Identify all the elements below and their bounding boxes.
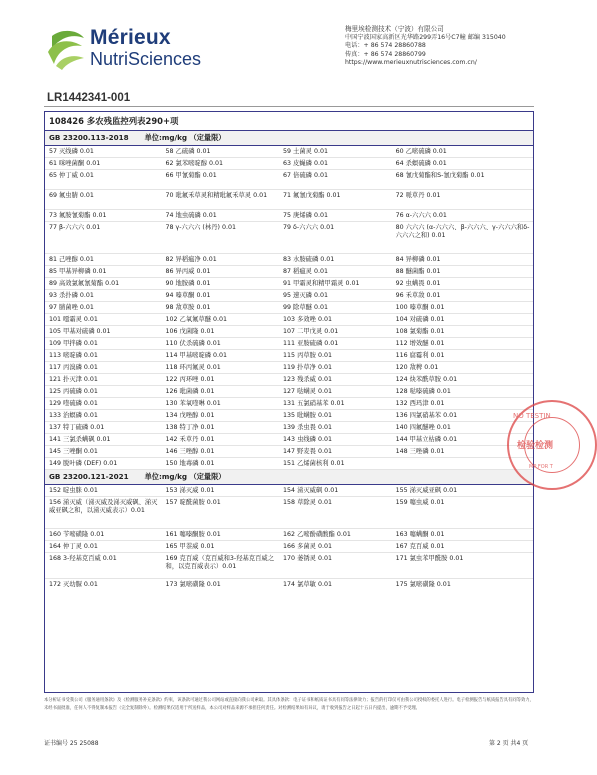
table-row <box>45 146 533 158</box>
table-cell: 60 乙嘧硫磷 0.01 <box>395 148 447 155</box>
table-cell: 85 甲基异柳磷 0.01 <box>49 268 107 275</box>
table-cell: 120 敌稗 0.01 <box>395 364 439 371</box>
table-cell: 131 五氯硝基苯 0.01 <box>283 400 345 407</box>
table-row <box>45 446 533 458</box>
table-cell: 148 三唑磷 0.01 <box>395 448 445 455</box>
table-cell: 59 土菌灵 0.01 <box>283 148 328 155</box>
table-cell: 70 吡氟禾草灵和精吡氟禾草灵 0.01 <box>165 192 268 199</box>
report-number: LR1442341-001 <box>47 92 131 104</box>
table-cell: 62 氯苯嘧啶醇 0.01 <box>165 160 224 167</box>
table-cell: 106 戊菌隆 0.01 <box>165 328 215 335</box>
table-cell: 96 禾草敌 0.01 <box>395 292 441 299</box>
table-cell: 171 氯虫苯甲酰胺 0.01 <box>395 555 464 562</box>
table-row <box>45 266 533 278</box>
table-cell: 141 三氯杀螨砜 0.01 <box>49 436 111 443</box>
table-cell: 140 四氟醚唑 0.01 <box>395 424 451 431</box>
table-cell: 81 己唑醇 0.01 <box>49 256 94 263</box>
table-cell: 149 脱叶磷 (DEF) 0.01 <box>49 460 118 467</box>
table-cell: 127 哒螨灵 0.01 <box>283 388 332 395</box>
table-cell: 145 三唑酮 0.01 <box>49 448 98 455</box>
table-cell: 160 苄嘧磺隆 0.01 <box>49 531 105 538</box>
section-unit: 单位:mg/kg （定量限） <box>144 472 226 481</box>
table-row <box>45 158 533 170</box>
seal-bottom-text: MP FOR T <box>529 464 553 470</box>
table-row <box>45 338 533 350</box>
table-cell: 102 乙氧氟草醚 0.01 <box>165 316 228 323</box>
table-row <box>45 529 533 541</box>
table-cell: 95 速灭磷 0.01 <box>283 292 328 299</box>
table-row <box>45 170 533 190</box>
section-header <box>45 470 533 485</box>
table-cell: 136 四氯硝基苯 0.01 <box>395 412 458 419</box>
table-cell: 103 多效唑 0.01 <box>283 316 332 323</box>
table-cell: 161 噻嗪酮胺 0.01 <box>165 531 221 538</box>
table-cell: 74 地虫硫磷 0.01 <box>165 212 217 219</box>
table-row <box>45 326 533 338</box>
table-cell: 92 虫螨畏 0.01 <box>395 280 441 287</box>
table-cell: 134 戊唑醇 0.01 <box>165 412 215 419</box>
pesticide-table <box>44 111 534 693</box>
table-cell: 125 丙硫磷 0.01 <box>49 388 98 395</box>
table-cell: 153 涕灭威 0.01 <box>165 487 215 494</box>
company-name: 梅里埃检测技术（宁波）有限公司 <box>345 25 444 33</box>
table-cell: 119 扑草净 0.01 <box>283 364 332 371</box>
official-seal-stamp <box>507 400 597 490</box>
table-cell: 124 炔苯酰草胺 0.01 <box>395 376 458 383</box>
table-cell: 123 残杀威 0.01 <box>283 376 332 383</box>
table-cell: 147 野麦畏 0.01 <box>283 448 332 455</box>
table-cell: 156 涕灭威（涕灭威及涕灭威砜、涕灭威亚砜之和，以涕灭威表示）0.01 <box>49 499 158 514</box>
table-cell: 76 α-六六六 0.01 <box>395 212 447 219</box>
table-cell: 168 3-羟基克百威 0.01 <box>49 555 117 562</box>
table-cell: 63 皮蝇磷 0.01 <box>283 160 328 167</box>
table-cell: 66 甲氰菊酯 0.01 <box>165 172 217 179</box>
table-cell: 117 丙溴磷 0.01 <box>49 364 98 371</box>
table-cell: 126 吡菌磷 0.01 <box>165 388 215 395</box>
table-row <box>45 398 533 410</box>
table-cell: 174 氯草敏 0.01 <box>283 581 332 588</box>
table-cell: 100 嗪草酮 0.01 <box>395 304 445 311</box>
table-cell: 162 乙嘧酚磺酸酯 0.01 <box>283 531 351 538</box>
header-divider <box>44 106 534 107</box>
table-cell: 130 苯氧喹啉 0.01 <box>165 400 221 407</box>
table-row <box>45 497 533 529</box>
seal-center-text: 检验检测 <box>517 441 554 451</box>
table-row <box>45 278 533 290</box>
table-row <box>45 254 533 266</box>
table-cell: 109 甲拌磷 0.01 <box>49 340 98 347</box>
logo-text-merieux: Mérieux <box>90 26 171 49</box>
table-cell: 97 腈菌唑 0.01 <box>49 304 94 311</box>
table-cell: 175 氯嘧磺隆 0.01 <box>395 581 451 588</box>
table-row <box>45 290 533 302</box>
table-cell: 111 亚胺硫磷 0.01 <box>283 340 339 347</box>
table-cell: 116 腐霉利 0.01 <box>395 352 445 359</box>
table-cell: 90 地胺磷 0.01 <box>165 280 211 287</box>
company-website[interactable]: https://www.merieuxnutrisciences.com.cn/ <box>345 59 477 67</box>
company-info <box>345 25 540 68</box>
table-cell: 61 咪唑菌酮 0.01 <box>49 160 101 167</box>
section-standard: GB 23200.121-2021 <box>49 472 129 481</box>
table-cell: 64 杀螟硫磷 0.01 <box>395 160 447 167</box>
table-cell: 93 杀扑磷 0.01 <box>49 292 94 299</box>
table-cell: 165 甲萘威 0.01 <box>165 543 215 550</box>
table-cell: 152 啶虫脒 0.01 <box>49 487 98 494</box>
table-cell: 122 丙环唑 0.01 <box>165 376 215 383</box>
table-cell: 105 甲基对硫磷 0.01 <box>49 328 111 335</box>
table-cell: 69 氟虫腈 0.01 <box>49 192 94 199</box>
seal-top-text: NO TESTIN <box>513 412 551 420</box>
table-cell: 155 涕灭威亚砜 0.01 <box>395 487 458 494</box>
table-cell: 163 噻螨酮 0.01 <box>395 531 445 538</box>
logo-text-nutrisciences: NutriSciences <box>90 49 202 69</box>
table-cell: 89 高效氯氟氰菊酯 0.01 <box>49 280 120 287</box>
table-cell: 91 甲霜灵和精甲霜灵 0.01 <box>283 280 360 287</box>
table-row <box>45 434 533 446</box>
table-cell: 104 对硫磷 0.01 <box>395 316 445 323</box>
table-cell: 115 丙草胺 0.01 <box>283 352 332 359</box>
table-row <box>45 485 533 497</box>
table-row <box>45 210 533 222</box>
table-cell: 84 异柳磷 0.01 <box>395 256 441 263</box>
company-address: 中国宁波国家高新区光华路299弄16号C7幢 邮编 315040 <box>345 33 506 41</box>
table-cell: 157 啶酰菌胺 0.01 <box>165 499 221 506</box>
logo-mark-icon <box>44 26 88 72</box>
table-row <box>45 350 533 362</box>
table-row <box>45 553 533 579</box>
table-cell: 67 倍硫磷 0.01 <box>283 172 328 179</box>
table-cell: 151 乙烯菌核利 0.01 <box>283 460 345 467</box>
section-header <box>45 131 533 146</box>
table-cell: 108 氯菊酯 0.01 <box>395 328 445 335</box>
table-cell: 118 环丙氟灵 0.01 <box>165 364 221 371</box>
table-row <box>45 190 533 210</box>
table-cell: 83 水胺硫磷 0.01 <box>283 256 335 263</box>
table-cell: 86 异丙威 0.01 <box>165 268 211 275</box>
table-cell: 99 除草醚 0.01 <box>283 304 328 311</box>
page-number: 第 2 页 共4 页 <box>489 740 529 747</box>
table-cell: 166 多菌灵 0.01 <box>283 543 332 550</box>
table-cell: 98 敌草胺 0.01 <box>165 304 211 311</box>
table-cell: 57 灭线磷 0.01 <box>49 148 94 155</box>
table-cell: 133 治螟磷 0.01 <box>49 412 98 419</box>
table-row <box>45 302 533 314</box>
table-cell: 82 异稻瘟净 0.01 <box>165 256 217 263</box>
company-phone: 电话：+ 86 574 28860788 <box>345 42 426 50</box>
table-cell: 77 β-六六六 0.01 <box>49 224 101 231</box>
merieux-logo <box>44 24 204 74</box>
terms-note: 本分析证书受我公司《服务通用条款》及《检测服务补充条款》约束，该条款可通过我公司网站或直接向我公司索取。其具体条款：电子证书和纸质证书具有同等法律效力；报告的打印仅可由我公司授权的委托人进行。电子检测报告与纸质报告具有同等效力，未经书面批准，任何人不得复制本报告（完全复制除外）。检测结果仅适用于所送样品，本公司对样品来源不承担任何责任。对检测结果如有异议，请于收到报告之日起十五日内提出，逾期不予受理。 <box>44 698 534 711</box>
table-cell: 107 二甲戊灵 0.01 <box>283 328 339 335</box>
table-cell: 79 δ-六六六 0.01 <box>283 224 335 231</box>
table-cell: 150 地毒磷 0.01 <box>165 460 215 467</box>
table-cell: 68 氰戊菊酯和S-氰戊菊酯 0.01 <box>395 172 485 179</box>
table-row <box>45 422 533 434</box>
table-cell: 172 灭幼脲 0.01 <box>49 581 98 588</box>
table-cell: 87 稻瘟灵 0.01 <box>283 268 328 275</box>
company-fax: 传真：+ 86 574 28860799 <box>345 50 426 58</box>
table-cell: 158 草除灵 0.01 <box>283 499 332 506</box>
table-row <box>45 314 533 326</box>
section-standard: GB 23200.113-2018 <box>49 133 129 142</box>
table-cell: 169 克百威（克百威和3-羟基克百威之和，以克百威表示）0.01 <box>165 555 274 570</box>
table-cell: 143 虫线磷 0.01 <box>283 436 332 443</box>
table-cell: 128 哒嗪硫磷 0.01 <box>395 388 451 395</box>
table-row <box>45 541 533 553</box>
table-cell: 65 仲丁威 0.01 <box>49 172 94 179</box>
table-cell: 71 氟氰戊菊酯 0.01 <box>283 192 341 199</box>
table-cell: 146 三唑醇 0.01 <box>165 448 215 455</box>
table-row <box>45 222 533 254</box>
table-cell: 137 特丁硫磷 0.01 <box>49 424 105 431</box>
table-cell: 159 噻虫威 0.01 <box>395 499 445 506</box>
table-cell: 75 庚烯磷 0.01 <box>283 212 328 219</box>
table-cell: 110 伏杀硫磷 0.01 <box>165 340 221 347</box>
table-cell: 114 甲基嘧啶磷 0.01 <box>165 352 228 359</box>
table-row <box>45 458 533 470</box>
table-cell: 142 禾草丹 0.01 <box>165 436 215 443</box>
table-cell: 129 喹硫磷 0.01 <box>49 400 98 407</box>
table-row <box>45 579 533 591</box>
table-cell: 132 西玛津 0.01 <box>395 400 445 407</box>
certificate-number: 证书编号 25 25088 <box>44 740 99 747</box>
table-row <box>45 362 533 374</box>
table-cell: 58 乙硫磷 0.01 <box>165 148 211 155</box>
table-cell: 135 吡螨胺 0.01 <box>283 412 332 419</box>
table-cell: 139 杀虫畏 0.01 <box>283 424 332 431</box>
table-cell: 154 涕灭威砜 0.01 <box>283 487 339 494</box>
table-cell: 88 醚菌酯 0.01 <box>395 268 441 275</box>
table-cell: 164 仲丁灵 0.01 <box>49 543 98 550</box>
table-cell: 113 嘧啶磷 0.01 <box>49 352 98 359</box>
table-cell: 138 特丁净 0.01 <box>165 424 215 431</box>
section-unit: 单位:mg/kg （定量限） <box>144 133 226 142</box>
table-row <box>45 374 533 386</box>
table-row <box>45 410 533 422</box>
table-cell: 72 哌草丹 0.01 <box>395 192 441 199</box>
table-cell: 101 噁霜灵 0.01 <box>49 316 98 323</box>
table-cell: 173 氯嘧磺隆 0.01 <box>165 581 221 588</box>
table-cell: 112 增效醚 0.01 <box>395 340 445 347</box>
table-cell: 170 萎锈灵 0.01 <box>283 555 332 562</box>
table-cell: 121 扑灭津 0.01 <box>49 376 98 383</box>
table-cell: 167 克百威 0.01 <box>395 543 445 550</box>
table-cell: 144 甲基立枯磷 0.01 <box>395 436 458 443</box>
table-cell: 80 六六六 (α-六六六、β-六六六、γ-六六六和δ-六六六之和) 0.01 <box>395 224 530 239</box>
table-cell: 73 氟胺氰菊酯 0.01 <box>49 212 107 219</box>
table-cell: 78 γ-六六六 (林丹) 0.01 <box>165 224 236 231</box>
table-title: 108426 多农残监控列表290+项 <box>45 112 533 131</box>
table-cell: 94 嗪草酮 0.01 <box>165 292 211 299</box>
table-row <box>45 386 533 398</box>
